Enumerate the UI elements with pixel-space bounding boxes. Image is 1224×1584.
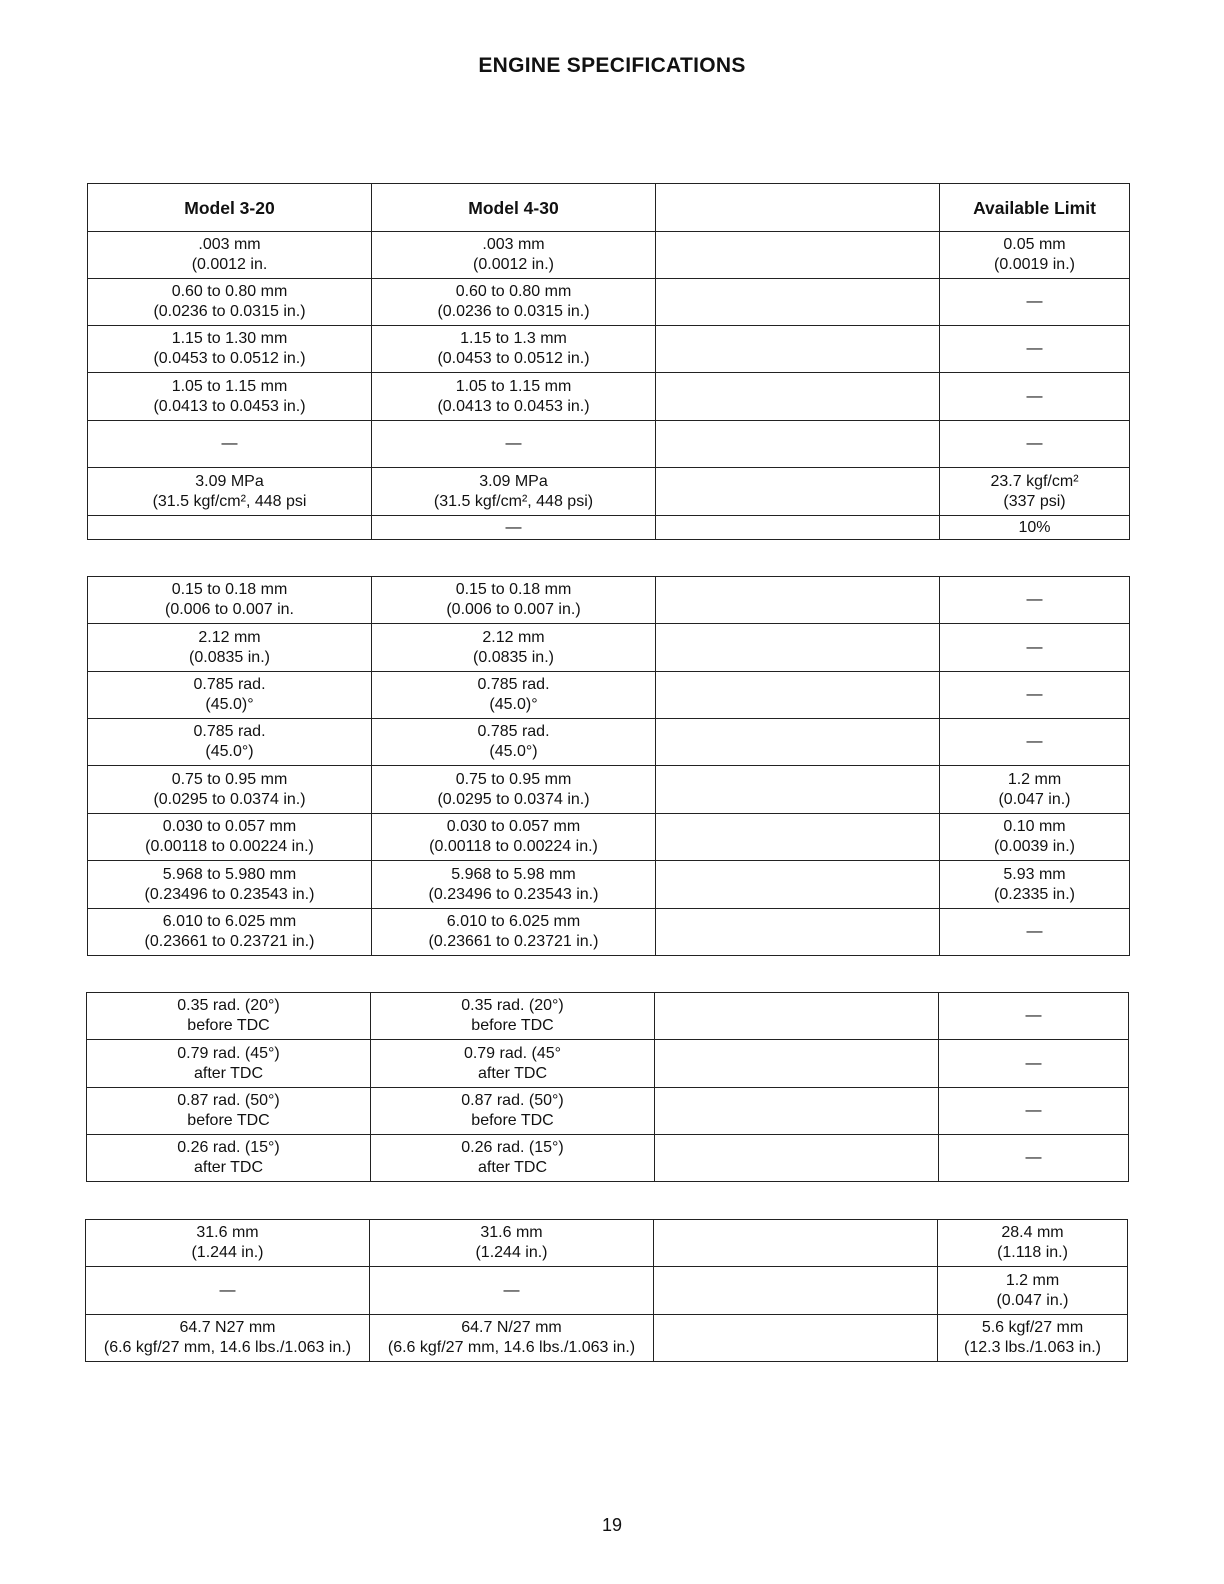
available-limit-cell: 0.05 mm (0.0019 in.): [940, 232, 1130, 279]
header-model-4-30: Model 4-30: [372, 184, 656, 232]
model-4-30-cell: —: [372, 421, 656, 468]
blank-cell: [655, 1088, 939, 1135]
available-limit-cell: —: [940, 279, 1130, 326]
model-3-20-cell: 0.785 rad. (45.0°): [88, 719, 372, 766]
model-4-30-cell: 0.35 rad. (20°) before TDC: [371, 993, 655, 1040]
spec-table-valves: [87, 576, 1130, 956]
available-limit-cell: —: [939, 1135, 1129, 1182]
available-limit-cell: —: [939, 1040, 1129, 1088]
model-3-20-cell: 64.7 N27 mm (6.6 kgf/27 mm, 14.6 lbs./1.063 in.): [86, 1315, 370, 1362]
available-limit-cell: 1.2 mm (0.047 in.): [940, 766, 1130, 814]
spec-table-valve-timing: [86, 992, 1129, 1182]
blank-cell: [656, 279, 940, 326]
available-limit-cell: 5.93 mm (0.2335 in.): [940, 861, 1130, 909]
available-limit-cell: —: [940, 719, 1130, 766]
blank-cell: [656, 373, 940, 421]
blank-cell: [656, 326, 940, 373]
model-3-20-cell: 0.75 to 0.95 mm (0.0295 to 0.0374 in.): [88, 766, 372, 814]
model-4-30-cell: 0.030 to 0.057 mm (0.00118 to 0.00224 in.): [372, 814, 656, 861]
available-limit-cell: —: [940, 421, 1130, 468]
model-4-30-cell: 31.6 mm (1.244 in.): [370, 1220, 654, 1267]
table-row: [88, 232, 1130, 279]
model-3-20-cell: 0.35 rad. (20°) before TDC: [87, 993, 371, 1040]
available-limit-cell: 0.10 mm (0.0039 in.): [940, 814, 1130, 861]
header-row: [88, 184, 1130, 232]
available-limit-cell: —: [940, 373, 1130, 421]
model-3-20-cell: 0.030 to 0.057 mm (0.00118 to 0.00224 in.): [88, 814, 372, 861]
blank-cell: [656, 719, 940, 766]
header-blank: [656, 184, 940, 232]
table-row: [87, 993, 1129, 1040]
model-4-30-cell: 2.12 mm (0.0835 in.): [372, 624, 656, 672]
table-row: [87, 1040, 1129, 1088]
available-limit-cell: —: [940, 909, 1130, 956]
available-limit-cell: 23.7 kgf/cm² (337 psi): [940, 468, 1130, 516]
available-limit-cell: —: [940, 577, 1130, 624]
available-limit-cell: —: [939, 993, 1129, 1040]
model-3-20-cell: 0.785 rad. (45.0)°: [88, 672, 372, 719]
model-4-30-cell: —: [372, 516, 656, 540]
table-row: [88, 326, 1130, 373]
model-3-20-cell: 0.79 rad. (45°) after TDC: [87, 1040, 371, 1088]
available-limit-cell: 10%: [940, 516, 1130, 540]
blank-cell: [655, 1135, 939, 1182]
blank-cell: [655, 993, 939, 1040]
table-row: [88, 516, 1130, 540]
available-limit-cell: 1.2 mm (0.047 in.): [938, 1267, 1128, 1315]
table-row: [88, 373, 1130, 421]
available-limit-cell: 28.4 mm (1.118 in.): [938, 1220, 1128, 1267]
model-3-20-cell: 0.26 rad. (15°) after TDC: [87, 1135, 371, 1182]
model-4-30-cell: .003 mm (0.0012 in.): [372, 232, 656, 279]
table-row: [88, 719, 1130, 766]
blank-cell: [656, 577, 940, 624]
header-available-limit: Available Limit: [940, 184, 1130, 232]
table-row: [87, 1088, 1129, 1135]
model-3-20-cell: 31.6 mm (1.244 in.): [86, 1220, 370, 1267]
table-row: [88, 861, 1130, 909]
table-row: [86, 1315, 1128, 1362]
model-3-20-cell: 1.15 to 1.30 mm (0.0453 to 0.0512 in.): [88, 326, 372, 373]
available-limit-cell: —: [940, 624, 1130, 672]
spec-table-compression: [87, 183, 1130, 540]
model-4-30-cell: 0.87 rad. (50°) before TDC: [371, 1088, 655, 1135]
model-4-30-cell: 64.7 N/27 mm (6.6 kgf/27 mm, 14.6 lbs./1.063 in.): [370, 1315, 654, 1362]
blank-cell: [655, 1040, 939, 1088]
model-3-20-cell: 0.87 rad. (50°) before TDC: [87, 1088, 371, 1135]
model-4-30-cell: 0.79 rad. (45° after TDC: [371, 1040, 655, 1088]
table-row: [88, 279, 1130, 326]
model-3-20-cell: 6.010 to 6.025 mm (0.23661 to 0.23721 in.): [88, 909, 372, 956]
model-4-30-cell: 0.60 to 0.80 mm (0.0236 to 0.0315 in.): [372, 279, 656, 326]
blank-cell: [654, 1220, 938, 1267]
table-row: [88, 814, 1130, 861]
header-model-3-20: Model 3-20: [88, 184, 372, 232]
blank-cell: [656, 624, 940, 672]
model-3-20-cell: [88, 516, 372, 540]
model-4-30-cell: 0.26 rad. (15°) after TDC: [371, 1135, 655, 1182]
spec-table-valve-spring: [85, 1219, 1128, 1362]
blank-cell: [656, 468, 940, 516]
blank-cell: [656, 672, 940, 719]
table-row: [88, 421, 1130, 468]
table-row: [88, 468, 1130, 516]
model-3-20-cell: —: [88, 421, 372, 468]
blank-cell: [656, 516, 940, 540]
table-row: [88, 909, 1130, 956]
model-3-20-cell: .003 mm (0.0012 in.: [88, 232, 372, 279]
model-3-20-cell: 5.968 to 5.980 mm (0.23496 to 0.23543 in.): [88, 861, 372, 909]
available-limit-cell: —: [939, 1088, 1129, 1135]
available-limit-cell: —: [940, 326, 1130, 373]
blank-cell: [656, 814, 940, 861]
page-title: ENGINE SPECIFICATIONS: [478, 54, 746, 77]
blank-cell: [656, 766, 940, 814]
table-row: [88, 672, 1130, 719]
model-4-30-cell: 0.75 to 0.95 mm (0.0295 to 0.0374 in.): [372, 766, 656, 814]
model-4-30-cell: —: [370, 1267, 654, 1315]
blank-cell: [656, 232, 940, 279]
model-3-20-cell: 0.60 to 0.80 mm (0.0236 to 0.0315 in.): [88, 279, 372, 326]
model-3-20-cell: 3.09 MPa (31.5 kgf/cm², 448 psi: [88, 468, 372, 516]
blank-cell: [654, 1267, 938, 1315]
available-limit-cell: 5.6 kgf/27 mm (12.3 lbs./1.063 in.): [938, 1315, 1128, 1362]
blank-cell: [656, 421, 940, 468]
blank-cell: [656, 861, 940, 909]
table-row: [87, 1135, 1129, 1182]
table-row: [88, 624, 1130, 672]
table-row: [86, 1220, 1128, 1267]
model-4-30-cell: 0.15 to 0.18 mm (0.006 to 0.007 in.): [372, 577, 656, 624]
model-4-30-cell: 1.15 to 1.3 mm (0.0453 to 0.0512 in.): [372, 326, 656, 373]
model-4-30-cell: 6.010 to 6.025 mm (0.23661 to 0.23721 in.): [372, 909, 656, 956]
model-3-20-cell: —: [86, 1267, 370, 1315]
model-3-20-cell: 2.12 mm (0.0835 in.): [88, 624, 372, 672]
model-4-30-cell: 5.968 to 5.98 mm (0.23496 to 0.23543 in.): [372, 861, 656, 909]
table-row: [86, 1267, 1128, 1315]
page-number: 19: [601, 1515, 623, 1535]
model-3-20-cell: 0.15 to 0.18 mm (0.006 to 0.007 in.: [88, 577, 372, 624]
model-4-30-cell: 3.09 MPa (31.5 kgf/cm², 448 psi): [372, 468, 656, 516]
available-limit-cell: —: [940, 672, 1130, 719]
model-4-30-cell: 0.785 rad. (45.0)°: [372, 672, 656, 719]
table-row: [88, 766, 1130, 814]
table-row: [88, 577, 1130, 624]
blank-cell: [656, 909, 940, 956]
model-4-30-cell: 1.05 to 1.15 mm (0.0413 to 0.0453 in.): [372, 373, 656, 421]
blank-cell: [654, 1315, 938, 1362]
model-3-20-cell: 1.05 to 1.15 mm (0.0413 to 0.0453 in.): [88, 373, 372, 421]
model-4-30-cell: 0.785 rad. (45.0°): [372, 719, 656, 766]
